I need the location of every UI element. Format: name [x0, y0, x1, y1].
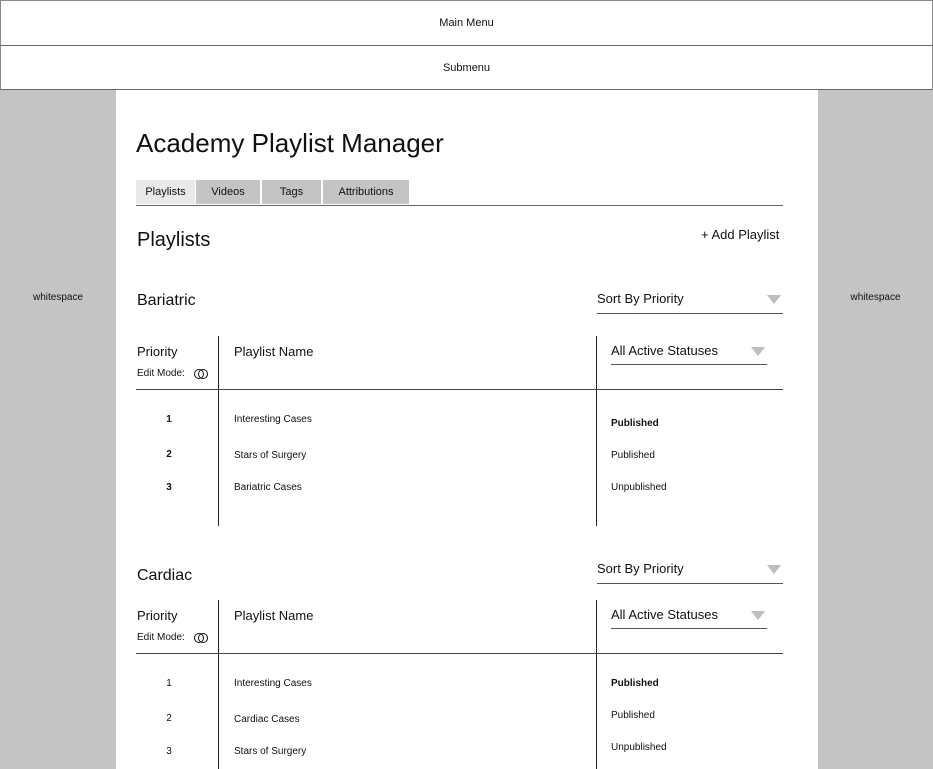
group-title: Bariatric	[137, 292, 196, 309]
submenu-bar[interactable]	[0, 46, 933, 90]
playlist-name-column-header: Playlist Name	[234, 608, 314, 623]
row-priority: 2	[166, 713, 172, 724]
whitespace-left-label: whitespace	[32, 292, 84, 303]
priority-column-header: Priority	[137, 344, 178, 359]
row-status: Published	[611, 418, 659, 429]
tab-tags[interactable]: Tags	[262, 180, 321, 204]
chevron-down-icon	[751, 347, 765, 356]
row-playlist-name: Interesting Cases	[234, 414, 312, 425]
row-status: Published	[611, 450, 655, 461]
sort-dropdown[interactable]	[597, 291, 783, 314]
status-filter-label: All Active Statuses	[611, 343, 718, 358]
chevron-down-icon	[767, 565, 781, 574]
whitespace-right	[818, 90, 933, 769]
group-title: Cardiac	[137, 567, 193, 584]
edit-mode-control	[137, 632, 208, 643]
sort-dropdown[interactable]	[597, 561, 783, 584]
page-title: Academy Playlist Manager	[136, 128, 444, 158]
main-menu-bar[interactable]	[0, 0, 933, 46]
row-status: Published	[611, 678, 659, 689]
tab-bar	[136, 180, 783, 206]
row-priority: 3	[166, 482, 172, 493]
whitespace-right-label: whitespace	[850, 292, 901, 303]
column-divider	[218, 336, 219, 526]
priority-column-header: Priority	[137, 608, 178, 623]
playlist-name-column-header: Playlist Name	[234, 344, 314, 359]
row-status: Published	[611, 710, 655, 721]
main-menu-label: Main Menu	[439, 17, 494, 29]
status-filter-dropdown[interactable]	[611, 343, 767, 365]
header-divider	[136, 653, 783, 654]
tab-videos[interactable]: Videos	[196, 180, 260, 204]
edit-mode-label: Edit Mode:	[137, 632, 185, 643]
header-divider	[136, 389, 783, 390]
row-status: Unpublished	[611, 742, 667, 753]
section-title: Playlists	[137, 229, 211, 251]
row-playlist-name: Cardiac Cases	[234, 714, 300, 725]
main-content	[116, 90, 818, 769]
column-divider	[218, 600, 219, 769]
whitespace-left	[0, 90, 116, 769]
row-playlist-name: Interesting Cases	[234, 678, 312, 689]
edit-mode-control	[137, 368, 208, 379]
add-playlist-button[interactable]: + Add Playlist	[701, 227, 780, 242]
row-status: Unpublished	[611, 482, 667, 493]
submenu-label: Submenu	[442, 61, 491, 74]
tab-attributions[interactable]: Attributions	[323, 180, 409, 204]
tab-playlists[interactable]: Playlists	[136, 180, 195, 204]
status-filter-dropdown[interactable]	[611, 607, 767, 629]
row-playlist-name: Stars of Surgery	[234, 450, 307, 461]
chevron-down-icon	[767, 295, 781, 304]
status-filter-label: All Active Statuses	[611, 607, 718, 622]
row-priority: 2	[166, 449, 172, 460]
column-divider	[596, 600, 597, 769]
column-divider	[596, 336, 597, 526]
toggle-icon[interactable]	[194, 369, 208, 379]
row-priority: 3	[166, 746, 172, 757]
edit-mode-label: Edit Mode:	[137, 368, 185, 379]
chevron-down-icon	[751, 611, 765, 620]
toggle-icon[interactable]	[194, 633, 208, 643]
row-priority: 1	[166, 414, 172, 425]
sort-dropdown-label: Sort By Priority	[597, 561, 684, 576]
sort-dropdown-label: Sort By Priority	[597, 291, 684, 306]
row-playlist-name: Bariatric Cases	[234, 482, 302, 493]
row-playlist-name: Stars of Surgery	[234, 746, 307, 757]
row-priority: 1	[166, 678, 172, 689]
